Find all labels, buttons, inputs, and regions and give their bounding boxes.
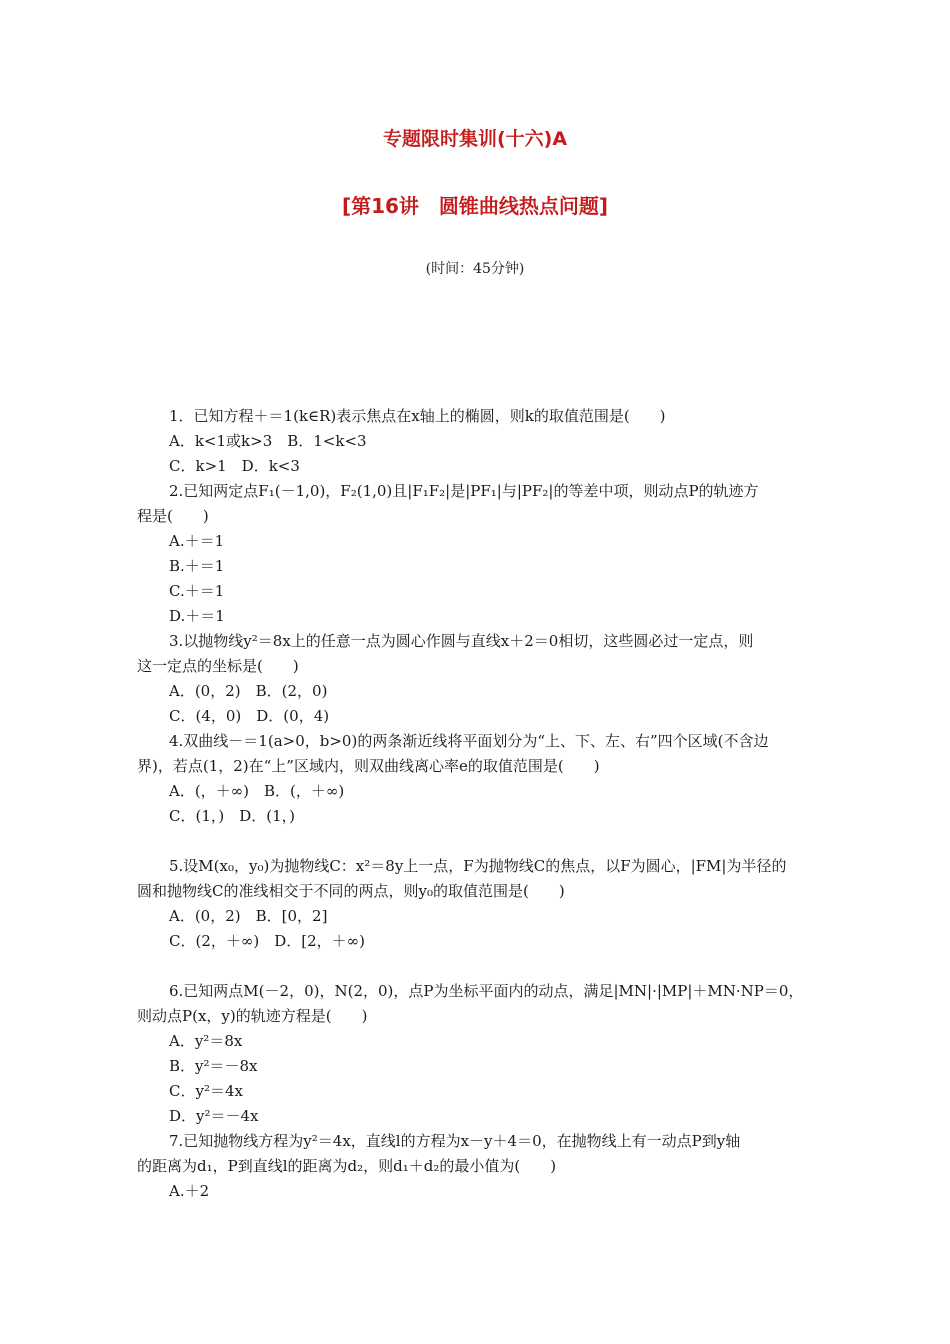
lecture-subtitle: [第16讲 圆锥曲线热点问题] — [341, 194, 609, 218]
answer-options: C．k>1 D．k<3 — [169, 457, 300, 475]
question-continuation: 界)，若点(1，2)在“上”区域内，则双曲线离心率e的取值范围是( ) — [137, 757, 600, 775]
answer-options: C．(1，) D．(1，) — [169, 807, 295, 825]
question-list — [137, 404, 817, 1204]
question-stem: 6.已知两点M(－2，0)，N(2，0)，点P为坐标平面内的动点，满足|MN|·|MP|＋MN·NP＝0， — [169, 982, 804, 1000]
answer-options: C．(2，＋∞) D．[2，＋∞) — [169, 932, 365, 950]
answer-options: C.＋＝1 — [169, 582, 225, 600]
question-continuation: 圆和抛物线C的准线相交于不同的两点，则y₀的取值范围是( ) — [137, 882, 565, 900]
answer-options: A．(0，2) B．[0，2] — [169, 907, 328, 925]
question-stem: 3.以抛物线y²＝8x上的任意一点为圆心作圆与直线x＋2＝0相切，这些圆必过一定点，则 — [169, 632, 754, 650]
question-continuation: 这一定点的坐标是( ) — [137, 657, 299, 675]
question-stem: 2.已知两定点F₁(－1,0)，F₂(1,0)且|F₁F₂|是|PF₁|与|PF₂|的等差中项，则动点P的轨迹方 — [169, 482, 759, 500]
answer-options: B.＋＝1 — [169, 557, 225, 575]
answer-options: A．(，＋∞) B．(，＋∞) — [169, 782, 345, 800]
answer-options: A.＋＝1 — [169, 532, 225, 550]
question-stem: 1．已知方程＋＝1(k∈R)表示焦点在x轴上的椭圆，则k的取值范围是( ) — [169, 407, 666, 425]
answer-options: D.＋＝1 — [169, 607, 225, 625]
question-stem: 4.双曲线－＝1(a>0，b>0)的两条渐近线将平面划分为“上、下、左、右”四个区域(不含边 — [169, 732, 769, 750]
page-title: 专题限时集训(十六)A — [382, 128, 568, 150]
question-stem: 5.设M(x₀，y₀)为抛物线C：x²＝8y上一点，F为抛物线C的焦点，以F为圆心，|FM|为半径的 — [169, 857, 787, 875]
answer-options: A．(0，2) B．(2，0) — [169, 682, 328, 700]
question-continuation: 则动点P(x，y)的轨迹方程是( ) — [137, 1007, 368, 1025]
answer-options: B．y²＝－8x — [169, 1057, 258, 1075]
answer-options: C．y²＝4x — [169, 1082, 243, 1100]
answer-options: C．(4，0) D．(0，4) — [169, 707, 330, 725]
question-continuation: 程是( ) — [137, 507, 209, 525]
answer-options: A．k<1或k>3 B．1<k<3 — [169, 432, 367, 450]
question-stem: 7.已知抛物线方程为y²＝4x，直线l的方程为x－y＋4＝0，在抛物线上有一动点P到y轴 — [169, 1132, 741, 1150]
answer-options: A.＋2 — [169, 1182, 210, 1200]
spacer — [137, 954, 817, 979]
answer-options: D．y²＝－4x — [169, 1107, 259, 1125]
time-limit: (时间：45分钟) — [425, 261, 525, 277]
spacer — [137, 829, 817, 854]
question-continuation: 的距离为d₁，P到直线l的距离为d₂，则d₁＋d₂的最小值为( ) — [137, 1157, 557, 1175]
answer-options: A．y²＝8x — [169, 1032, 243, 1050]
